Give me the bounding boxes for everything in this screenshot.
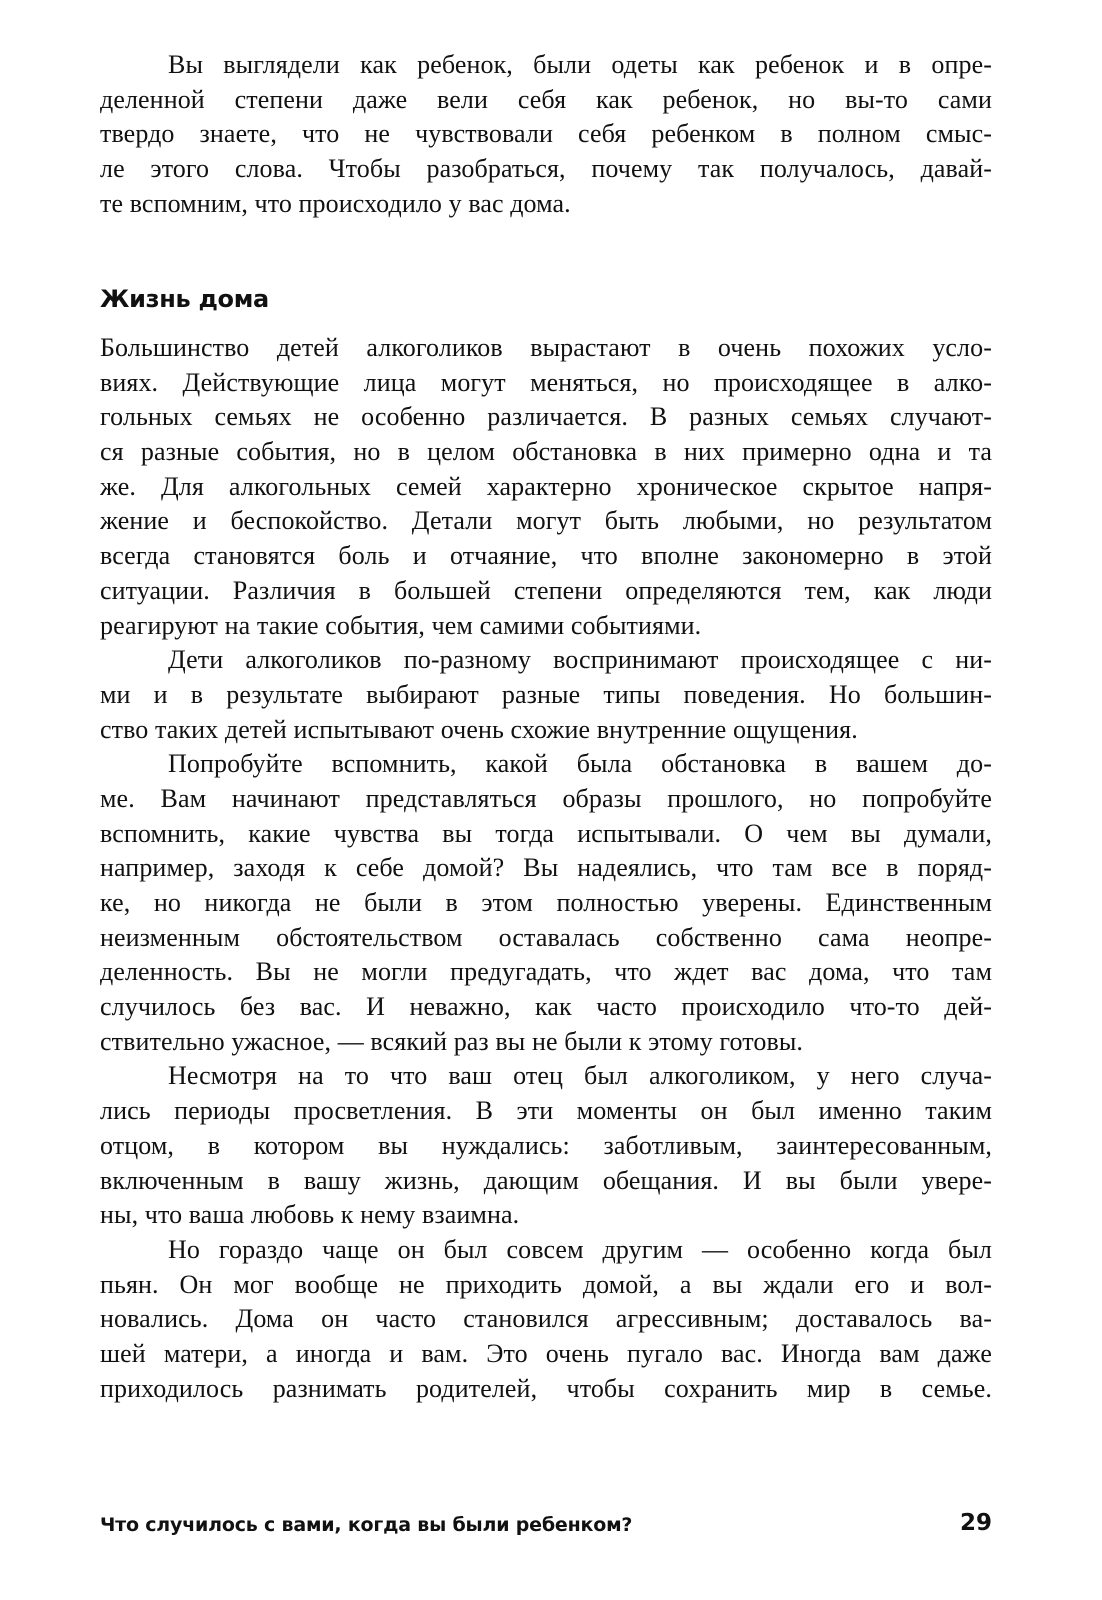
text-line: отцом, в котором вы нуждались: заботливым, заинтересованным,: [100, 1130, 992, 1160]
text-line: Несмотря на то что ваш отец был алкоголиком, у него случа-: [168, 1061, 992, 1091]
text-line: реагируют на такие события, чем самими событиями.: [100, 610, 702, 640]
text-line: твердо знаете, что не чувствовали себя ребенком в полном смыс-: [100, 119, 992, 149]
text-line: вспомнить, какие чувства вы тогда испытывали. О чем вы думали,: [100, 818, 992, 848]
text-line: гольных семьях не особенно различается. В разных семьях случают-: [100, 402, 992, 432]
text-line: Вы выглядели как ребенок, были одеты как ребенок и в опре-: [168, 50, 992, 79]
text-line: ство таких детей испытывают очень схожие внутренние ощущения.: [100, 714, 858, 744]
text-line: неизменным обстоятельством оставалась собственно сама неопре-: [100, 922, 992, 952]
book-page: [100, 48, 992, 1568]
intro-paragraph: [100, 48, 992, 221]
text-line: жение и беспокойство. Детали могут быть любыми, но результатом: [100, 506, 992, 536]
text-line: те вспомним, что происходило у вас дома.: [100, 188, 571, 218]
text-line: приходилось разнимать родителей, чтобы сохранить мир в семье.: [100, 1373, 992, 1403]
text-line: Большинство детей алкоголиков вырастают в очень похожих усло-: [100, 333, 992, 362]
text-line: Попробуйте вспомнить, какой была обстановка в вашем до-: [168, 749, 992, 779]
text-line: шей матери, а иногда и вам. Это очень пугало вас. Иногда вам даже: [100, 1338, 992, 1368]
section-body: [100, 331, 992, 1406]
text-line: включенным в вашу жизнь, дающим обещания. И вы были увере-: [100, 1165, 992, 1195]
text-line: случилось без вас. И неважно, как часто происходило что-то дей-: [100, 992, 992, 1022]
text-line: же. Для алкогольных семей характерно хроническое скрытое напря-: [100, 471, 992, 501]
text-line: ся разные события, но в целом обстановка в них примерно одна и та: [100, 437, 992, 467]
text-line: пьян. Он мог вообще не приходить домой, а вы ждали его и вол-: [100, 1269, 992, 1299]
text-line: ствительно ужасное, — всякий раз вы не были к этому готовы.: [100, 1026, 803, 1056]
text-line: деленность. Вы не могли предугадать, что ждет вас дома, что там: [100, 957, 992, 987]
running-footer-title: Что случилось с вами, когда вы были ребенком?: [100, 1514, 633, 1536]
text-line: ми и в результате выбирают разные типы поведения. Но большин-: [100, 679, 992, 709]
text-line: ке, но никогда не были в этом полностью уверены. Единственным: [100, 888, 992, 917]
text-line: Но гораздо чаще он был совсем другим — особенно когда был: [168, 1234, 992, 1264]
text-line: лись периоды просветления. В эти моменты он был именно таким: [100, 1096, 992, 1126]
text-line: ле этого слова. Чтобы разобраться, почему так получалось, давай-: [100, 154, 992, 184]
section-heading: Жизнь дома: [100, 285, 269, 313]
text-line: ситуации. Различия в большей степени определяются тем, как люди: [100, 575, 992, 605]
text-line: деленной степени даже вели себя как ребенок, но вы-то сами: [100, 84, 992, 114]
text-line: Дети алкоголиков по-разному воспринимают происходящее с ни-: [168, 645, 992, 675]
text-line: новались. Дома он часто становился агрессивным; доставалось ва-: [100, 1304, 992, 1334]
text-line: например, заходя к себе домой? Вы надеялись, что там все в поряд-: [100, 853, 992, 883]
text-line: ны, что ваша любовь к нему взаимна.: [100, 1200, 520, 1230]
text-line: ме. Вам начинают представляться образы прошлого, но попробуйте: [100, 783, 992, 813]
page-number: 29: [959, 1510, 992, 1536]
text-line: всегда становятся боль и отчаяние, что вполне закономерно в этой: [100, 541, 992, 571]
text-line: виях. Действующие лица могут меняться, но происходящее в алко-: [100, 367, 992, 397]
